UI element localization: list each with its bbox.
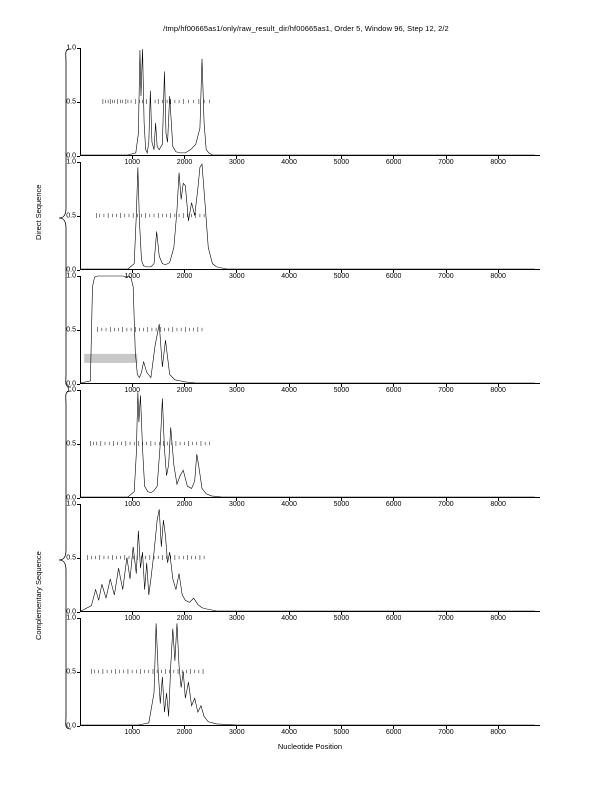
ytick-mark [77,270,80,271]
xtick-mark [393,270,394,273]
xtick-label: 8000 [490,273,506,280]
xtick-mark [184,384,185,387]
xtick-mark [393,612,394,615]
ytick-mark [77,102,80,103]
xtick-label: 1000 [124,387,141,394]
ytick-label: 0.5 [66,98,76,106]
xtick-mark [341,384,342,387]
ytick-label: 1.0 [66,614,76,622]
ytick-mark [77,612,80,613]
xtick-label: 3000 [229,387,245,394]
xtick-mark [498,384,499,387]
xtick-label: 7000 [438,501,454,508]
xtick-label: 2000 [176,273,193,280]
xtick-label: 3000 [229,159,245,166]
xtick-mark [236,498,237,501]
series-line [81,509,535,611]
xtick-label: 7000 [438,387,454,394]
xtick-label: 6000 [385,501,402,508]
xtick-label: 7000 [438,729,454,736]
panel-4 [66,386,540,508]
xtick-mark [236,384,237,387]
xtick-label: 2000 [176,729,193,736]
ytick-mark [77,444,80,445]
ytick-label: 0.5 [66,326,76,334]
ytick-mark [77,390,80,391]
xtick-mark [393,498,394,501]
xtick-label: 3000 [229,273,245,280]
xtick-label: 5000 [333,387,350,394]
xtick-mark [236,270,237,273]
xtick-label: 5000 [333,729,350,736]
ytick-mark [77,618,80,619]
xtick-mark [289,726,290,729]
xtick-mark [289,498,290,501]
xtick-mark [341,156,342,159]
plot-area-1 [80,48,540,156]
plot-svg-3 [81,276,540,383]
xtick-mark [393,384,394,387]
ytick-mark [77,504,80,505]
xtick-mark [446,498,447,501]
ytick-mark [77,156,80,157]
ylabel-direct-sequence: Direct Sequence [34,184,43,240]
xtick-mark [184,498,185,501]
xtick-label: 2000 [176,501,193,508]
series-line [81,276,535,383]
xtick-mark [132,156,133,159]
xtick-mark [236,726,237,729]
plot-area-2 [80,162,540,270]
xtick-label: 5000 [333,501,350,508]
xtick-label: 5000 [333,159,350,166]
xtick-label: 1000 [124,501,141,508]
ytick-label: 1.0 [66,386,76,394]
xtick-label: 4000 [281,387,297,394]
plot-svg-5 [81,504,540,611]
plot-svg-6 [81,618,540,725]
plot-area-4 [80,390,540,498]
xtick-mark [446,156,447,159]
ytick-mark [77,276,80,277]
xtick-label: 1000 [124,159,141,166]
plot-svg-1 [81,48,540,155]
ytick-label: 0.0 [66,608,76,616]
xtick-mark [498,156,499,159]
xtick-label: 8000 [490,729,506,736]
ytick-mark [77,162,80,163]
xtick-label: 4000 [281,273,297,280]
xtick-mark [341,726,342,729]
ytick-label: 0.5 [66,440,76,448]
xtick-label: 2000 [176,159,193,166]
xtick-label: 6000 [385,273,402,280]
xtick-mark [184,156,185,159]
xtick-label: 5000 [333,273,350,280]
xtick-mark [498,612,499,615]
xtick-mark [393,726,394,729]
xtick-label: 5000 [333,615,350,622]
xtick-mark [132,270,133,273]
xtick-label: 2000 [176,387,193,394]
figure-title: /tmp/hf00665as1/only/raw_result_dir/hf00665as1, Order 5, Window 96, Step 12, 2/2 [163,24,449,33]
xtick-label: 8000 [490,501,506,508]
xtick-mark [341,498,342,501]
panel-6 [66,614,540,736]
xtick-label: 7000 [438,273,454,280]
xtick-mark [289,612,290,615]
panel-2 [66,158,540,280]
xtick-mark [498,270,499,273]
xtick-label: 4000 [281,159,297,166]
xtick-label: 4000 [281,729,297,736]
ytick-label: 1.0 [66,44,76,52]
xtick-label: 4000 [281,615,297,622]
ytick-mark [77,672,80,673]
panel-5 [66,500,540,622]
xtick-label: 3000 [229,501,245,508]
xtick-label: 6000 [385,387,402,394]
xtick-mark [184,612,185,615]
plot-svg-2 [81,162,540,269]
xtick-mark [498,726,499,729]
ytick-mark [77,726,80,727]
xtick-mark [132,384,133,387]
xtick-label: 4000 [281,501,297,508]
plot-area-5 [80,504,540,612]
ytick-label: 0.5 [66,554,76,562]
ytick-label: 0.0 [66,266,76,274]
ytick-mark [77,330,80,331]
series-line [81,392,535,497]
series-line [81,623,535,725]
xtick-mark [236,612,237,615]
xtick-mark [132,498,133,501]
xtick-label: 3000 [229,615,245,622]
series-line [81,164,535,269]
xtick-label: 8000 [490,387,506,394]
ytick-label: 1.0 [66,272,76,280]
xtick-label: 1000 [124,273,141,280]
xtick-mark [446,384,447,387]
ytick-label: 0.5 [66,212,76,220]
xtick-mark [341,612,342,615]
xtick-mark [289,156,290,159]
xtick-mark [446,612,447,615]
xtick-label: 2000 [176,615,193,622]
xtick-mark [446,726,447,729]
ytick-label: 0.0 [66,152,76,160]
ytick-label: 1.0 [66,500,76,508]
xtick-label: 7000 [438,615,454,622]
xtick-mark [132,726,133,729]
xtick-label: 8000 [490,159,506,166]
xaxis-label: Nucleotide Position [277,742,343,751]
xtick-label: 6000 [385,159,402,166]
ylabel-complementary-sequence: Complementary Sequence [34,551,43,640]
xtick-mark [184,270,185,273]
xtick-mark [341,270,342,273]
plot-svg-4 [81,390,540,497]
ytick-label: 1.0 [66,158,76,166]
xtick-label: 3000 [229,729,245,736]
xtick-mark [132,612,133,615]
panel-1 [66,44,540,166]
ytick-mark [77,498,80,499]
plot-area-3 [80,276,540,384]
ytick-mark [77,48,80,49]
ytick-mark [77,384,80,385]
xtick-mark [289,270,290,273]
xtick-label: 1000 [124,615,141,622]
series-line [81,49,535,155]
xtick-mark [498,498,499,501]
ytick-label: 0.0 [66,494,76,502]
xtick-mark [446,270,447,273]
ytick-label: 0.0 [66,380,76,388]
plot-area-6 [80,618,540,726]
xtick-mark [289,384,290,387]
ytick-mark [77,216,80,217]
xtick-mark [393,156,394,159]
xtick-label: 1000 [124,729,141,736]
orf-shaded-bar [84,354,137,363]
ytick-label: 0.5 [66,668,76,676]
xtick-label: 8000 [490,615,506,622]
xtick-mark [184,726,185,729]
xtick-label: 7000 [438,159,454,166]
xtick-mark [236,156,237,159]
xtick-label: 6000 [385,615,402,622]
ytick-mark [77,558,80,559]
xtick-label: 6000 [385,729,402,736]
ytick-label: 0.0 [66,722,76,730]
panel-3 [66,272,540,394]
